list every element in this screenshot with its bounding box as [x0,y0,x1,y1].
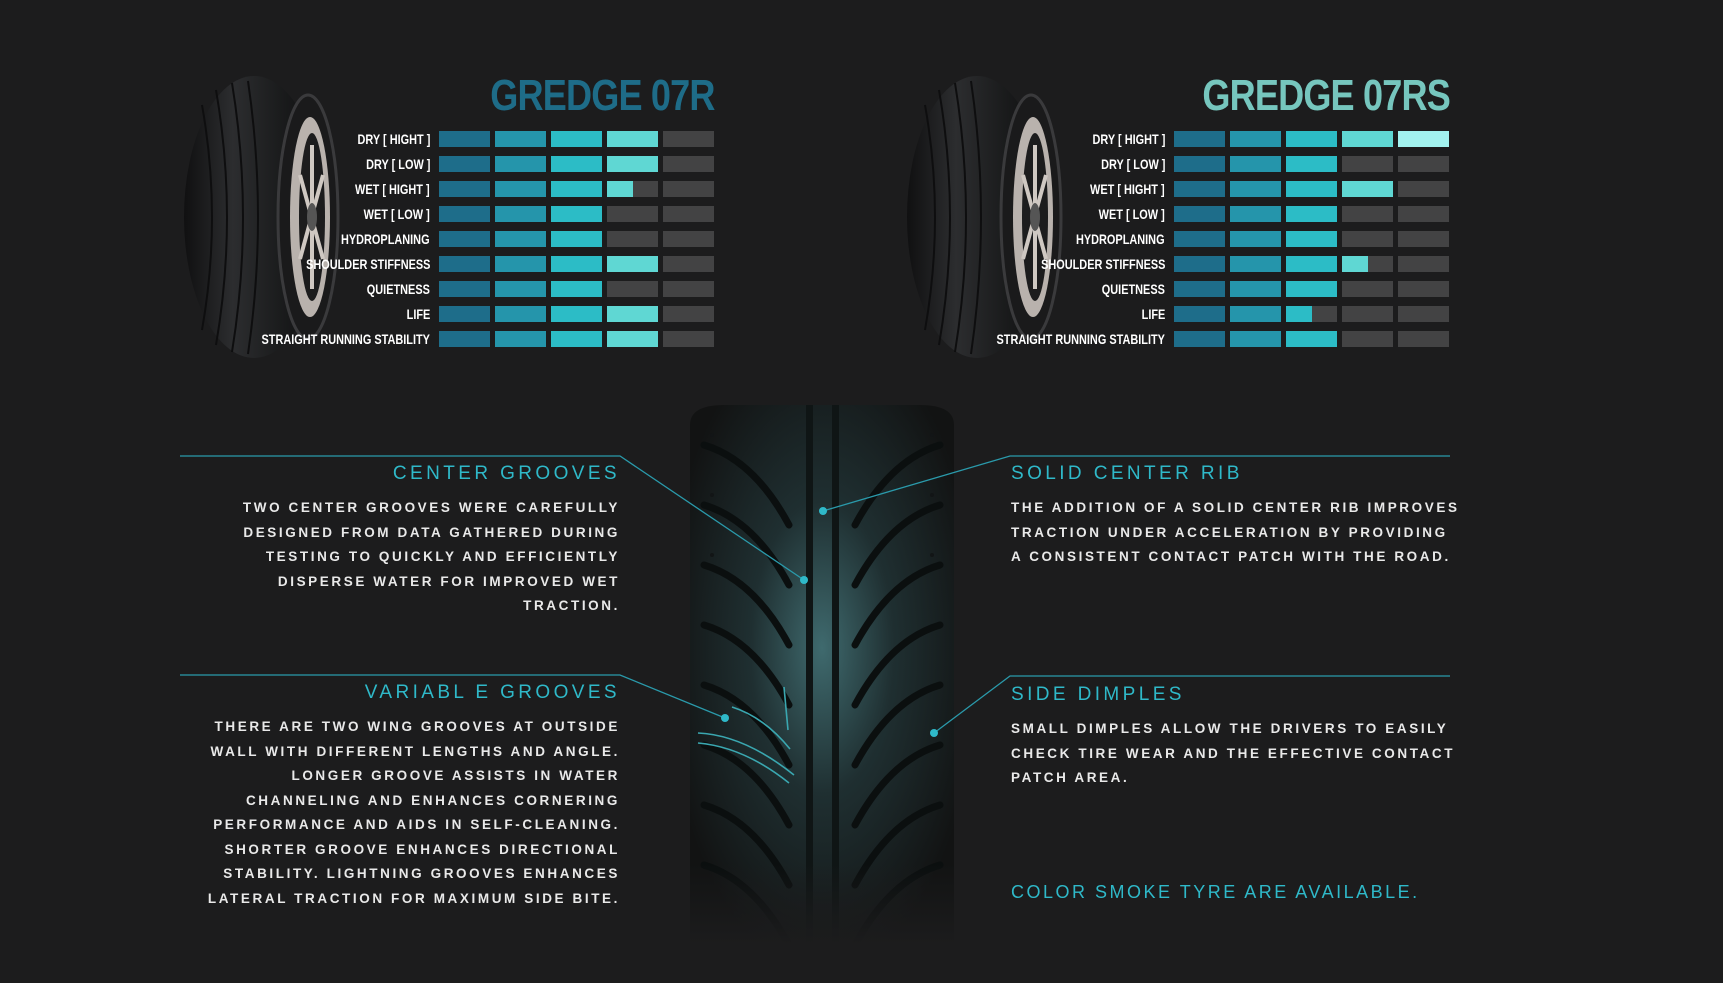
rating-segment [1342,281,1393,297]
rating-segment-fill [1230,131,1281,147]
rating-segment [1230,231,1281,247]
rating-segment [495,281,546,297]
rating-segment [1286,306,1337,322]
rating-label: QUIETNESS [1101,281,1165,297]
rating-row [890,203,1450,228]
feature-center-grooves [180,462,620,619]
ratings-panel-07r [155,70,715,350]
rating-segment [1230,256,1281,272]
rating-label: HYDROPLANING [1076,231,1165,247]
availability-note: COLOR SMOKE TYRE ARE AVAILABLE. [1011,882,1420,902]
rating-segment [663,256,714,272]
rating-bar [439,156,715,172]
rating-row [890,303,1450,328]
rating-segment [1286,156,1337,172]
rating-segment-fill [607,331,658,347]
rating-row [155,303,715,328]
feature-title: VARIABL E GROOVES [364,682,620,703]
rating-segment-fill [551,281,602,297]
rating-segment [439,281,490,297]
rating-segment-fill [495,331,546,347]
rating-segment-fill [551,256,602,272]
rating-segment [1286,206,1337,222]
rating-segment [1398,256,1449,272]
rating-segment [1174,306,1225,322]
product-title: GREDGE 07RS [1202,71,1450,120]
rating-row [155,178,715,203]
rating-label: LIFE [1141,306,1165,322]
rating-label: QUIETNESS [366,281,430,297]
rating-bar [439,131,715,147]
rating-label: LIFE [406,306,430,322]
rating-segment-fill [1230,306,1281,322]
tire-tread-image [684,405,960,945]
rating-segment-fill [1286,131,1337,147]
rating-segment [439,331,490,347]
rating-segment-fill [1230,256,1281,272]
rating-segment [1398,131,1449,147]
rating-segment-fill [1230,206,1281,222]
rating-segment-fill [439,331,490,347]
rating-label: DRY [ HIGHT ] [1092,131,1165,147]
rating-segment-fill [439,206,490,222]
rating-segment [1174,181,1225,197]
rating-segment-fill [1286,256,1337,272]
rating-segment-fill [1286,206,1337,222]
rating-bar [439,181,715,197]
rating-segment-fill [439,181,490,197]
rating-segment [607,281,658,297]
rating-segment [1398,181,1449,197]
rating-segment [551,256,602,272]
rating-bar [439,206,715,222]
rating-segment-fill [1286,331,1337,347]
rating-row [155,278,715,303]
rating-segment [495,331,546,347]
rating-segment [439,306,490,322]
rating-segment [551,131,602,147]
rating-segment-fill [495,281,546,297]
rating-label: STRAIGHT RUNNING STABILITY [261,331,430,347]
rating-row [155,153,715,178]
rating-segment [1174,206,1225,222]
rating-segment [1230,131,1281,147]
rating-label: STRAIGHT RUNNING STABILITY [996,331,1165,347]
rating-segment [495,131,546,147]
rating-segment [663,131,714,147]
feature-solid-center-rib [1011,462,1461,570]
rating-segment [495,156,546,172]
rating-segment [663,231,714,247]
rating-label: DRY [ HIGHT ] [357,131,430,147]
feature-description: SMALL DIMPLES ALLOW THE DRIVERS TO EASILY CHECK TIRE WEAR AND THE EFFECTIVE CONTACT PATCH AREA. [1011,721,1456,785]
rating-segment-fill [439,256,490,272]
rating-row [890,228,1450,253]
rating-row [155,128,715,153]
rating-segment [551,156,602,172]
rating-segment [1174,256,1225,272]
rating-bar [1174,231,1450,247]
rating-segment-fill [495,231,546,247]
rating-segment [439,181,490,197]
rating-list [155,128,715,353]
rating-label: SHOULDER STIFFNESS [305,256,430,272]
rating-row [890,253,1450,278]
rating-bar [1174,256,1450,272]
rating-segment [551,331,602,347]
rating-segment [1174,281,1225,297]
rating-segment [1342,231,1393,247]
rating-segment-fill [1174,256,1225,272]
rating-segment-fill [1286,181,1337,197]
rating-segment-fill [1230,156,1281,172]
rating-segment-fill [1174,156,1225,172]
rating-segment-fill [439,156,490,172]
rating-segment [1286,281,1337,297]
rating-segment-fill [439,231,490,247]
rating-list [890,128,1450,353]
rating-bar [439,256,715,272]
rating-segment-fill [1174,281,1225,297]
rating-segment [663,206,714,222]
rating-segment-fill [1342,256,1368,272]
rating-segment-fill [1230,331,1281,347]
feature-description: THE ADDITION OF A SOLID CENTER RIB IMPROVES TRACTION UNDER ACCELERATION BY PROVIDING A CONSISTENT CONTACT PATCH WITH THE ROAD. [1011,500,1460,564]
rating-segment [607,331,658,347]
ratings-panel-07rs [890,70,1450,350]
rating-segment [607,156,658,172]
rating-segment-fill [1230,181,1281,197]
feature-description: THERE ARE TWO WING GROOVES AT OUTSIDE WALL WITH DIFFERENT LENGTHS AND ANGLE. LONGER GROOVE ASSISTS IN WATER CHANNELING AND ENHANCES CORNERING PERFORMANCE AND AIDS IN SELF-CLEANING. SHORTER GROOVE ENHANCES DIRECTIONAL STABILITY. LIGHTNING GROOVES ENHANCES LATERAL TRACTION FOR MAXIMUM SIDE BITE. [207,719,620,906]
rating-segment-fill [1174,331,1225,347]
rating-segment [1342,131,1393,147]
rating-segment [495,206,546,222]
rating-bar [439,331,715,347]
rating-label: DRY [ LOW ] [365,156,430,172]
rating-segment-fill [1230,231,1281,247]
rating-label: WET [ LOW ] [1098,206,1165,222]
rating-segment [551,281,602,297]
rating-segment-fill [1174,206,1225,222]
product-title: GREDGE 07R [490,71,715,120]
feature-side-dimples [1011,683,1461,791]
rating-segment [1230,331,1281,347]
rating-row [155,228,715,253]
rating-segment-fill [607,256,658,272]
rating-segment [607,256,658,272]
rating-label: SHOULDER STIFFNESS [1040,256,1165,272]
rating-segment [1286,331,1337,347]
rating-segment-fill [1286,281,1337,297]
rating-segment-fill [495,306,546,322]
rating-bar [1174,206,1450,222]
rating-segment-fill [1398,131,1449,147]
rating-segment-fill [495,256,546,272]
rating-segment [663,181,714,197]
rating-segment [1342,256,1393,272]
rating-segment [495,256,546,272]
rating-segment [1398,331,1449,347]
rating-segment [551,181,602,197]
rating-segment [439,256,490,272]
rating-segment [1286,131,1337,147]
rating-segment [1230,206,1281,222]
rating-segment-fill [551,156,602,172]
rating-segment-fill [607,131,658,147]
rating-segment-fill [495,206,546,222]
rating-segment-fill [1230,281,1281,297]
rating-label: HYDROPLANING [341,231,430,247]
rating-segment [1342,181,1393,197]
rating-segment [1342,206,1393,222]
rating-row [155,328,715,353]
rating-segment-fill [495,156,546,172]
rating-segment [1286,231,1337,247]
rating-label: DRY [ LOW ] [1100,156,1165,172]
rating-segment-fill [1174,181,1225,197]
rating-segment-fill [1286,231,1337,247]
rating-segment [1174,156,1225,172]
rating-segment [551,306,602,322]
rating-bar [1174,131,1450,147]
rating-segment [1398,206,1449,222]
rating-segment [1286,256,1337,272]
rating-segment-fill [1342,181,1393,197]
rating-row [155,203,715,228]
rating-segment-fill [607,156,658,172]
rating-segment [1174,331,1225,347]
rating-segment-fill [439,281,490,297]
rating-segment-fill [551,181,602,197]
rating-row [890,153,1450,178]
rating-segment [1398,156,1449,172]
rating-segment [495,181,546,197]
rating-segment [495,306,546,322]
feature-title: SIDE DIMPLES [1011,684,1185,705]
rating-segment [607,131,658,147]
rating-segment-fill [1342,131,1393,147]
rating-segment-fill [495,181,546,197]
rating-segment [439,206,490,222]
rating-segment [1398,281,1449,297]
rating-segment [663,306,714,322]
rating-segment [1230,156,1281,172]
rating-segment-fill [495,131,546,147]
rating-segment-fill [439,131,490,147]
rating-segment-fill [1286,306,1312,322]
rating-row [890,328,1450,353]
rating-bar [1174,331,1450,347]
rating-row [890,278,1450,303]
rating-segment [663,331,714,347]
rating-segment-fill [1286,156,1337,172]
rating-segment [1342,306,1393,322]
rating-segment-fill [551,306,602,322]
rating-segment [1174,231,1225,247]
rating-segment-fill [607,306,658,322]
rating-segment [551,206,602,222]
rating-segment-fill [551,331,602,347]
rating-segment-fill [607,181,633,197]
rating-label: WET [ HIGHT ] [1090,181,1165,197]
rating-bar [1174,281,1450,297]
rating-segment [1398,231,1449,247]
rating-segment-fill [1174,306,1225,322]
rating-segment [607,181,658,197]
rating-row [890,178,1450,203]
rating-bar [1174,156,1450,172]
rating-row [155,253,715,278]
rating-segment [439,231,490,247]
rating-segment [551,231,602,247]
rating-row [890,128,1450,153]
rating-segment-fill [551,131,602,147]
feature-description: TWO CENTER GROOVES WERE CAREFULLY DESIGNED FROM DATA GATHERED DURING TESTING TO QUICKLY AND EFFICIENTLY DISPERSE WATER FOR IMPROVED WET TRACTION. [242,500,620,613]
rating-segment-fill [1174,131,1225,147]
rating-segment [439,131,490,147]
rating-segment [495,231,546,247]
rating-segment [1286,181,1337,197]
rating-segment [1398,306,1449,322]
rating-bar [439,306,715,322]
rating-bar [439,281,715,297]
rating-segment [1342,331,1393,347]
rating-bar [1174,181,1450,197]
rating-segment [1174,131,1225,147]
rating-segment [607,231,658,247]
rating-segment [439,156,490,172]
rating-bar [1174,306,1450,322]
rating-segment [1230,281,1281,297]
rating-label: WET [ LOW ] [363,206,430,222]
rating-label: WET [ HIGHT ] [355,181,430,197]
rating-segment [1342,156,1393,172]
rating-segment-fill [551,231,602,247]
rating-segment [663,156,714,172]
feature-title: CENTER GROOVES [392,463,620,484]
rating-segment-fill [551,206,602,222]
rating-segment [607,306,658,322]
rating-segment [1230,306,1281,322]
rating-segment [1230,181,1281,197]
rating-segment [663,281,714,297]
rating-bar [439,231,715,247]
feature-variable-grooves [180,681,620,911]
feature-title: SOLID CENTER RIB [1011,463,1243,484]
rating-segment-fill [1174,231,1225,247]
rating-segment [607,206,658,222]
rating-segment-fill [439,306,490,322]
